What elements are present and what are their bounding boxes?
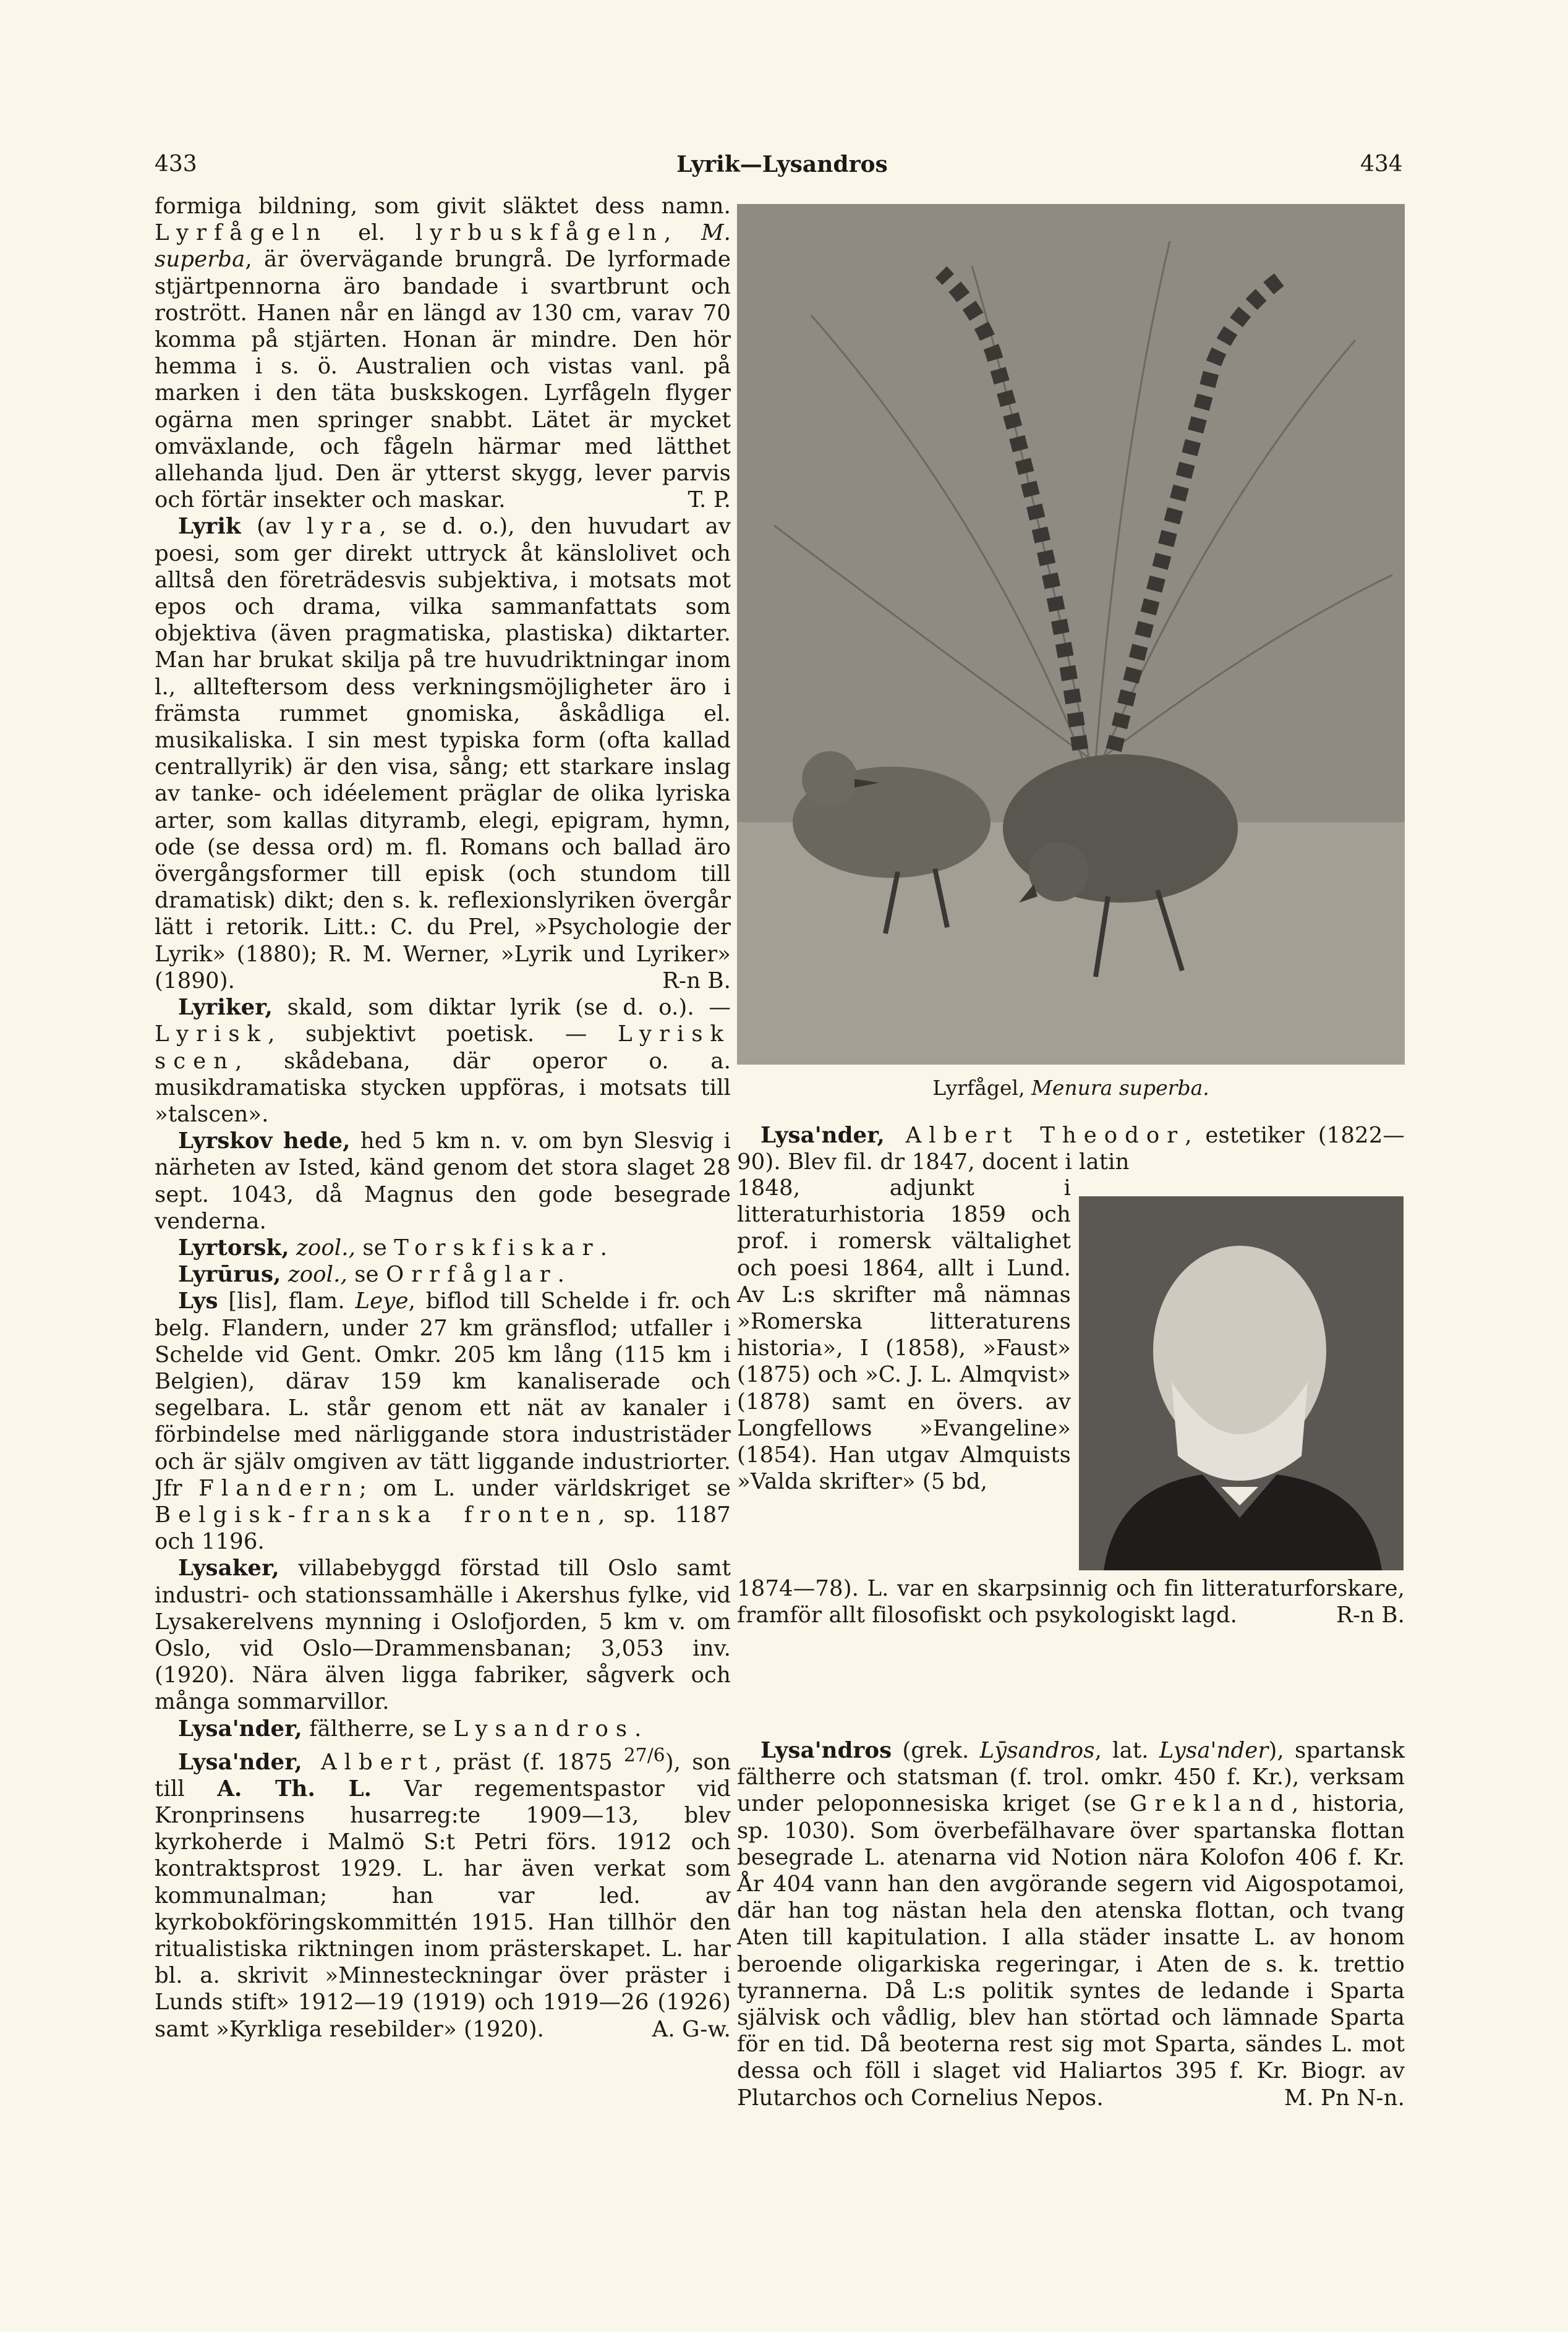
entry-lys xyxy=(155,1288,731,1555)
entry-text: , är övervägande brungrå. De lyrformade stjärtpennorna äro bandade i svartbrunt och rostrött. Hanen når en längd av 130 cm, varav 70 komma på stjärten. Honan är mindre. Den hör hemma i s. ö. Australien och vistas vanl. på marken i den täta buskskogen. Lyrfågeln flyger ogärna men springer snabbt. Lätet är mycket omväxlande, och fågeln härmar med lätthet allehanda ljud. Den är ytterst skygg, lever parvis och förtär insekter och maskar. xyxy=(155,247,731,513)
entry-text: , subjektivt poetisk. — xyxy=(268,1021,618,1047)
entry-headword: Lyrskov hede, xyxy=(178,1128,351,1154)
entry-lyrurus xyxy=(155,1261,731,1288)
entry-lyriker xyxy=(155,994,731,1128)
given-name-spaced: Albert xyxy=(302,1749,435,1775)
latin-name: M. superba xyxy=(155,220,731,273)
entry-text: , sp. 1187 och 1196. xyxy=(155,1502,731,1555)
entry-headword: Lysa'nder, xyxy=(761,1123,885,1148)
entry-headword: Lyriker, xyxy=(178,995,273,1021)
entry-text: ), spartansk fältherre och statsman (f. trol. omkr. 450 f. Kr.), verksam under peloponnesiska kriget (se xyxy=(737,1738,1405,1817)
entry-headword: Lyrtorsk, xyxy=(178,1235,289,1261)
entry-headword: Lys xyxy=(178,1288,218,1314)
entry-text: formiga bildning, som givit släktet dess namn. xyxy=(155,194,731,219)
entry-text: [lis], flam. xyxy=(218,1288,356,1314)
entry-text: el. xyxy=(328,220,415,246)
page-number-right: 434 xyxy=(1360,151,1403,177)
term-spaced: lyrbuskfågeln xyxy=(415,220,664,246)
entry-text: se xyxy=(347,1262,386,1288)
entry-headword: Lysa'nder, xyxy=(178,1749,302,1775)
cross-reference[interactable]: Orrfåglar xyxy=(386,1262,558,1288)
entry-text: fältherre, se xyxy=(302,1716,454,1742)
running-title: Lyrik—Lysandros xyxy=(676,151,888,177)
entry-text: (grek. xyxy=(892,1738,980,1763)
entry-lysander-theodor-top xyxy=(737,1122,1405,1175)
entry-text: (av xyxy=(241,514,307,540)
caption-latin: Menura superba. xyxy=(1031,1076,1209,1100)
entry-text: villabebyggd förstad till Oslo samt industri- och stationssamhälle i Akershus fylke, vid Lysakerelvens mynning i Oslofjorden, 5 km v. om Oslo, vid Oslo—Drammensbanan; 3,053 inv. (1920). Nära älven ligga fabriker, sågverk och många sommarvillor. xyxy=(155,1555,731,1715)
author-signature: R-n B. xyxy=(662,968,731,994)
entry-lyrfageln-continued xyxy=(155,193,731,513)
entry-text: Var regementspastor vid Kronprinsens husarreg:te 1909—13, blev kyrkoherde i Malmö S:t Petri förs. 1912 och kontraktsprost 1929. L. har även verkat som kommunalman; han var led. av kyrkobokföringskommittén 1915. Han tillhör den ritualistiska riktningen inom prästerskapet. L. har bl. a. skrivit »Minnesteckningar över präster i Lunds stift» 1912—19 (1919) och 1919—26 (1926) samt »Kyrkliga resebilder» (1920). xyxy=(155,1776,731,2042)
entry-lysander-theodor-end xyxy=(737,1575,1405,1628)
entry-text: , lat. xyxy=(1094,1738,1159,1763)
entry-text: ), son till xyxy=(155,1749,731,1802)
entry-text: , biflod till Schelde i fr. och belg. Flandern, under 27 km gränsflod; utfaller i Schelde vid Gent. Omkr. 205 km lång (115 km i Belgien), därav 159 km kanaliserade och segelbara. L. står genom ett nät av kanaler i förbindelse med närliggande stora industristäder och är själv omgiven av tätt liggande industriorter. Jfr xyxy=(155,1288,731,1501)
subterm-spaced: Lyrisk scen xyxy=(155,1021,731,1074)
entry-text: . xyxy=(600,1235,607,1261)
entry-paragraph xyxy=(737,1737,1405,2111)
entry-headword: Lysa'nder, xyxy=(178,1716,302,1742)
entry-lysandros xyxy=(737,1737,1405,2111)
subterm-spaced: Lyrisk xyxy=(155,1021,268,1047)
page-number-left: 433 xyxy=(155,151,197,177)
father-name: A. Th. L. xyxy=(217,1776,372,1802)
entry-paragraph xyxy=(737,1575,1405,1628)
flemish-name: Leye xyxy=(355,1288,409,1314)
cross-reference[interactable]: lyra xyxy=(306,514,380,540)
left-column xyxy=(155,193,731,2043)
entry-lyrskov-hede xyxy=(155,1128,731,1235)
entry-text: hed 5 km n. v. om byn Slesvig i närheten av Isted, känd genom det stora slaget 28 sept. 1043, då Magnus den gode besegrade venderna. xyxy=(155,1128,731,1234)
entry-text: . xyxy=(634,1716,642,1742)
author-signature: T. P. xyxy=(688,487,731,513)
entry-headword: Lysa'ndros xyxy=(761,1738,892,1763)
cross-reference[interactable]: Torskfiskar xyxy=(394,1235,600,1261)
entry-lysander-ref xyxy=(155,1716,731,1742)
lyrebird-drawing-icon xyxy=(737,204,1405,1065)
caption-text: Lyrfågel, xyxy=(932,1076,1032,1100)
entry-lysander-theodor-wrap xyxy=(737,1175,1071,1495)
given-name-spaced: Albert Theodor xyxy=(884,1123,1185,1148)
entry-headword: Lysaker, xyxy=(178,1555,279,1581)
entry-text: se xyxy=(356,1235,394,1261)
author-signature: M. Pn N-n. xyxy=(1284,2085,1405,2111)
cross-reference[interactable]: Belgisk-franska fronten xyxy=(155,1502,599,1528)
entry-text: . xyxy=(557,1262,565,1288)
portrait-photo-icon xyxy=(1079,1196,1404,1570)
greek-name: Lȳsandros xyxy=(979,1738,1095,1763)
entry-headword: Lyrik xyxy=(178,514,241,540)
domain-abbr: zool., xyxy=(289,1235,356,1261)
entry-text: skald, som diktar lyrik (se d. o.). — xyxy=(272,995,731,1021)
latin-name: Lysa'nder xyxy=(1159,1738,1269,1763)
author-signature: A. G-w. xyxy=(652,2016,731,2042)
cross-reference[interactable]: Lysandros xyxy=(453,1716,635,1742)
term-spaced: Lyrfågeln xyxy=(155,220,328,246)
entry-lyrtorsk xyxy=(155,1235,731,1261)
entry-text: 1874—78). L. var en skarpsinnig och fin litteraturforskare, framför allt filosofiskt och psykologiskt lagd. xyxy=(737,1576,1405,1628)
entry-lyrik xyxy=(155,513,731,994)
entry-lysaker xyxy=(155,1555,731,1715)
cross-reference[interactable]: Grekland xyxy=(1130,1791,1292,1817)
entry-text: 1848, adjunkt i litteraturhistoria 1859 och prof. i romersk vältalighet och poesi 1864, allt i Lund. Av L:s skrifter må nämnas »Romerska litteraturens historia», I (1858), »Faust» (1875) och »C. J. L. Almqvist» (1878) samt en övers. av Longfellows »Evangeline» (1854). Han utgav Almquists »Valda skrifter» (5 bd, xyxy=(737,1175,1071,1495)
author-signature: R-n B. xyxy=(1336,1602,1405,1628)
lyrebird-illustration-icon xyxy=(737,204,1405,1065)
entry-text: , xyxy=(663,220,702,246)
entry-lysander-albert xyxy=(155,1742,731,2043)
cross-reference[interactable]: Flandern xyxy=(198,1475,359,1501)
portrait-figure-icon xyxy=(1079,1196,1404,1570)
entry-text: , skådebana, där operor o. a. musikdramatiska stycken uppföras, i motsats till »talscen». xyxy=(155,1048,731,1127)
entry-headword: Lyrūrus, xyxy=(178,1262,281,1288)
entry-text: , historia, sp. 1030). Som överbefälhavare över spartanska flottan besegrade L. atenarna vid Notion nära Kolofon 406 f. Kr. År 404 vann han den avgörande segern vid Aigospotamoi, där han tog nästan hela den atenska flottan, och tvang Aten till kapitulation. I alla städer insatte L. av honom beroende oligarkiska regeringar, i Aten de s. k. trettio tyrannerna. Då L:s politik syntes de ledande i Sparta självisk och vådlig, blev han störtad och lämnade Sparta för en tid. Då beoterna rest sig mot Sparta, sändes L. mot dessa och föll i slaget vid Haliartos 395 f. Kr. Biogr. av Plutarchos och Cornelius Nepos. xyxy=(737,1791,1405,2111)
entry-paragraph xyxy=(737,1122,1405,1175)
domain-abbr: zool., xyxy=(281,1262,347,1288)
entry-text: ; om L. under världskriget se xyxy=(359,1475,731,1501)
figure-caption xyxy=(737,1076,1405,1100)
entry-text: , präst (f. 1875 xyxy=(434,1749,624,1775)
birth-date: 27/6 xyxy=(623,1744,665,1766)
entry-text: , se d. o.), den huvudart av poesi, som ger direkt uttryck åt känslolivet och alltså den företrädesvis subjektiva, i motsats mot epos och drama, vilka sammanfattats som objektiva (även pragmatiska, plastiska) diktarter. Man har brukat skilja på tre huvudriktningar inom l., allteftersom dess verkningsmöjligheter äro i främsta rummet gnomiska, åskådliga el. musikaliska. I sin mest typiska form (ofta kallad centrallyrik) är den visa, sång; ett starkare inslag av tanke- och idéelement präglar de olika lyriska arter, som kallas dityramb, elegi, epigram, hymn, ode (se dessa ord) m. fl. Romans och ballad äro övergångsformer till episk (och stundom till dramatisk) dikt; den s. k. reflexionslyriken övergår lätt i retorik. Litt.: C. du Prel, »Psychologie der Lyrik» (1880); R. M. Werner, »Lyrik und Lyriker» (1890). xyxy=(155,514,731,994)
entry-text: , estetiker (1822—90). Blev fil. dr 1847, docent i latin xyxy=(737,1123,1405,1175)
